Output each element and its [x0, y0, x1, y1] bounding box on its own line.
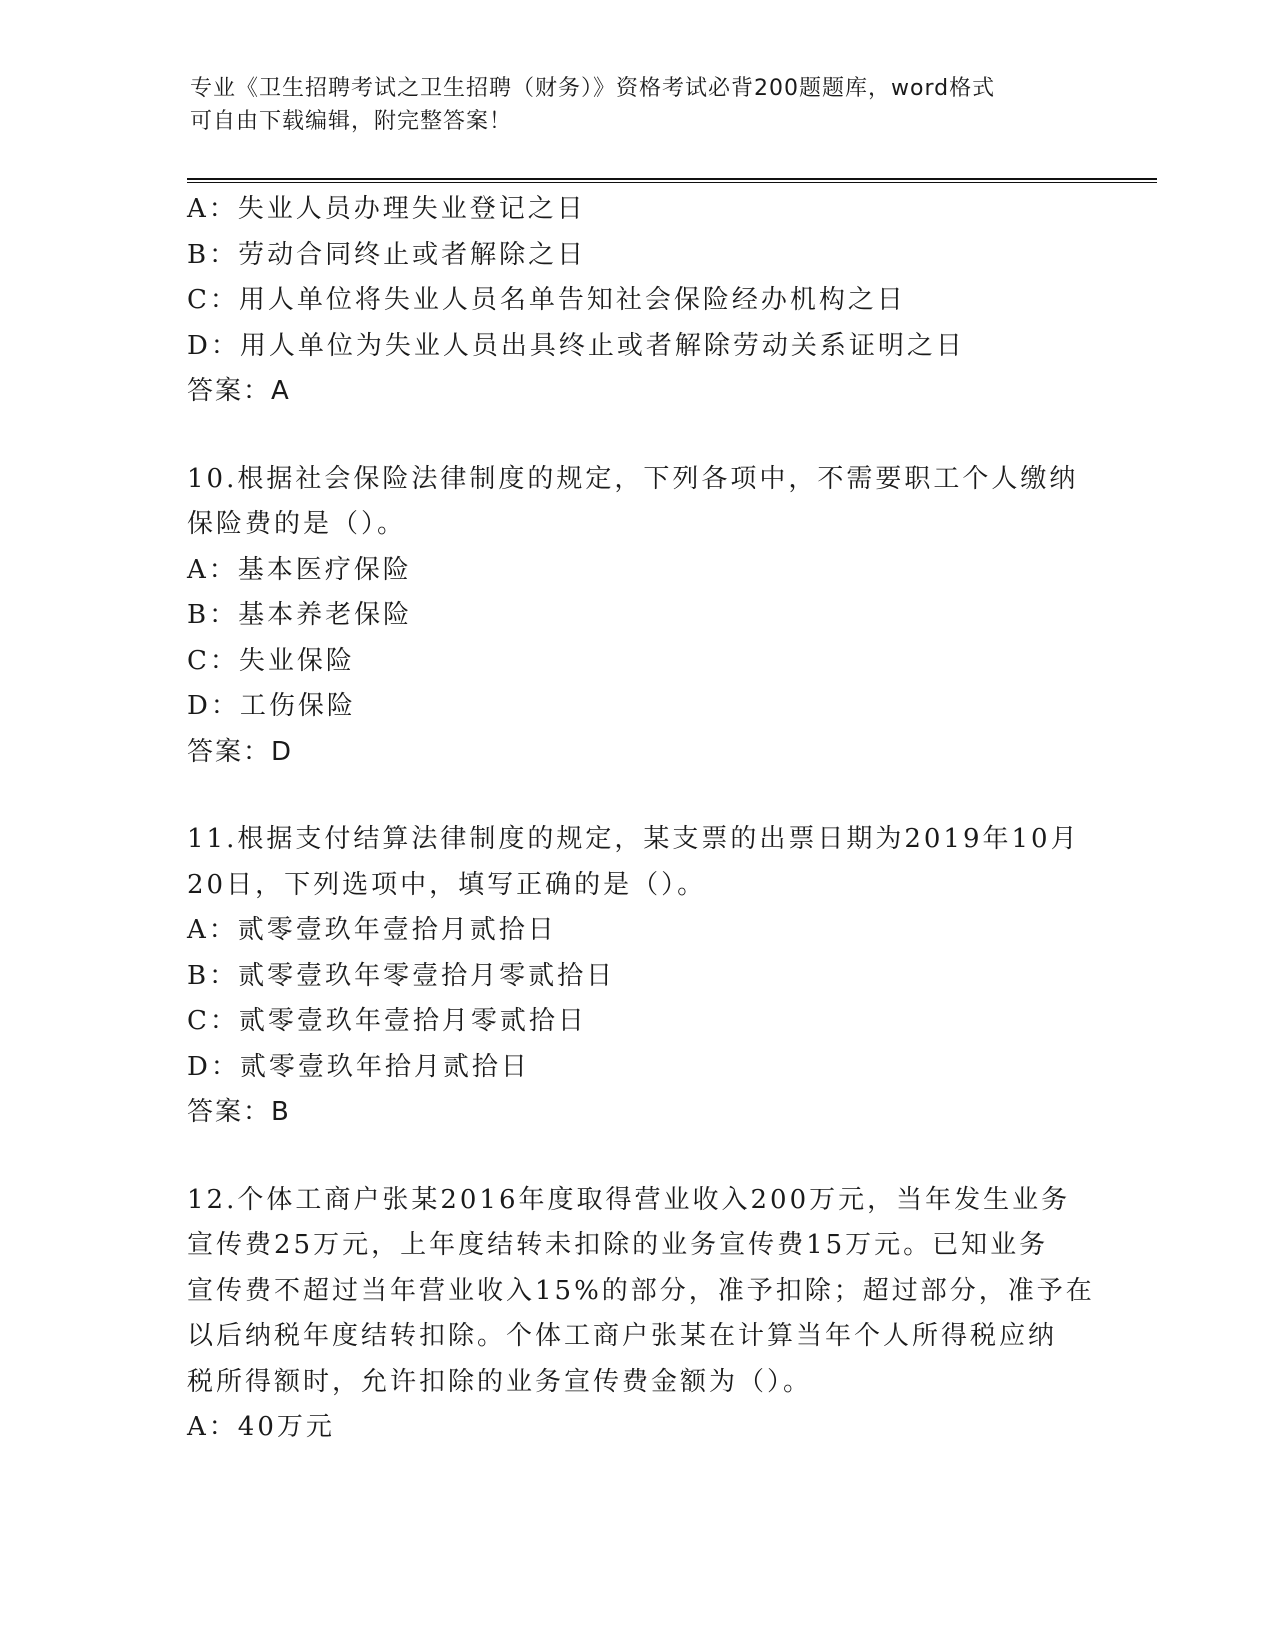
question-text-line: 以后纳税年度结转扣除。个体工商户张某在计算当年个人所得税应纳	[187, 1321, 1058, 1351]
option-a: A：贰零壹玖年壹拾月贰拾日	[187, 915, 557, 945]
spacer	[187, 1136, 1087, 1178]
question-9	[187, 187, 1087, 415]
spacer	[187, 775, 1087, 817]
question-list	[187, 187, 1095, 1451]
spacer	[187, 415, 1087, 457]
question-text-line: 12.个体工商户张某2016年度取得营业收入200万元，当年发生业务	[187, 1184, 1071, 1215]
option-b: B：贰零壹玖年零壹拾月零贰拾日	[187, 960, 616, 991]
document-header	[190, 72, 1070, 138]
question-text-line: 保险费的是（）。	[187, 509, 407, 539]
question-text-line: 税所得额时，允许扣除的业务宣传费金额为（）。	[187, 1366, 813, 1397]
question-10	[187, 457, 1087, 776]
option-c: C：失业保险	[187, 645, 355, 676]
question-11	[187, 817, 1087, 1136]
answer: 答案：D	[187, 736, 294, 767]
option-b: B：劳动合同终止或者解除之日	[187, 239, 587, 270]
question-text-line: 宣传费不超过当年营业收入15%的部分，准予扣除；超过部分，准予在	[187, 1275, 1095, 1306]
question-text-line: 11.根据支付结算法律制度的规定，某支票的出票日期为2019年10月	[187, 824, 1080, 854]
option-b: B：基本养老保险	[187, 600, 413, 630]
answer: 答案：A	[187, 376, 291, 406]
option-a: A：失业人员办理失业登记之日	[187, 194, 586, 224]
option-c: C：贰零壹玖年壹拾月零贰拾日	[187, 1006, 587, 1036]
option-c: C：用人单位将失业人员名单告知社会保险经办机构之日	[187, 285, 906, 315]
header-divider	[187, 178, 1157, 183]
question-text-line: 宣传费25万元，上年度结转未扣除的业务宣传费15万元。已知业务	[187, 1230, 1049, 1260]
option-d: D：贰零壹玖年拾月贰拾日	[187, 1051, 530, 1082]
option-d: D：用人单位为失业人员出具终止或者解除劳动关系证明之日	[187, 330, 965, 361]
option-a: A：40万元	[187, 1412, 335, 1442]
option-a: A：基本医疗保险	[187, 554, 412, 585]
header-title-line-2: 可自由下载编辑，附完整答案！	[190, 109, 513, 134]
question-text-line: 20日，下列选项中，填写正确的是（）。	[187, 869, 707, 900]
option-d: D：工伤保险	[187, 691, 356, 721]
header-title-line-1: 专业《卫生招聘考试之卫生招聘（财务）》资格考试必背200题题库，word格式	[190, 76, 996, 101]
question-text-line: 10.根据社会保险法律制度的规定，下列各项中，不需要职工个人缴纳	[187, 463, 1079, 494]
answer: 答案：B	[187, 1097, 291, 1127]
question-12	[187, 1178, 1095, 1451]
